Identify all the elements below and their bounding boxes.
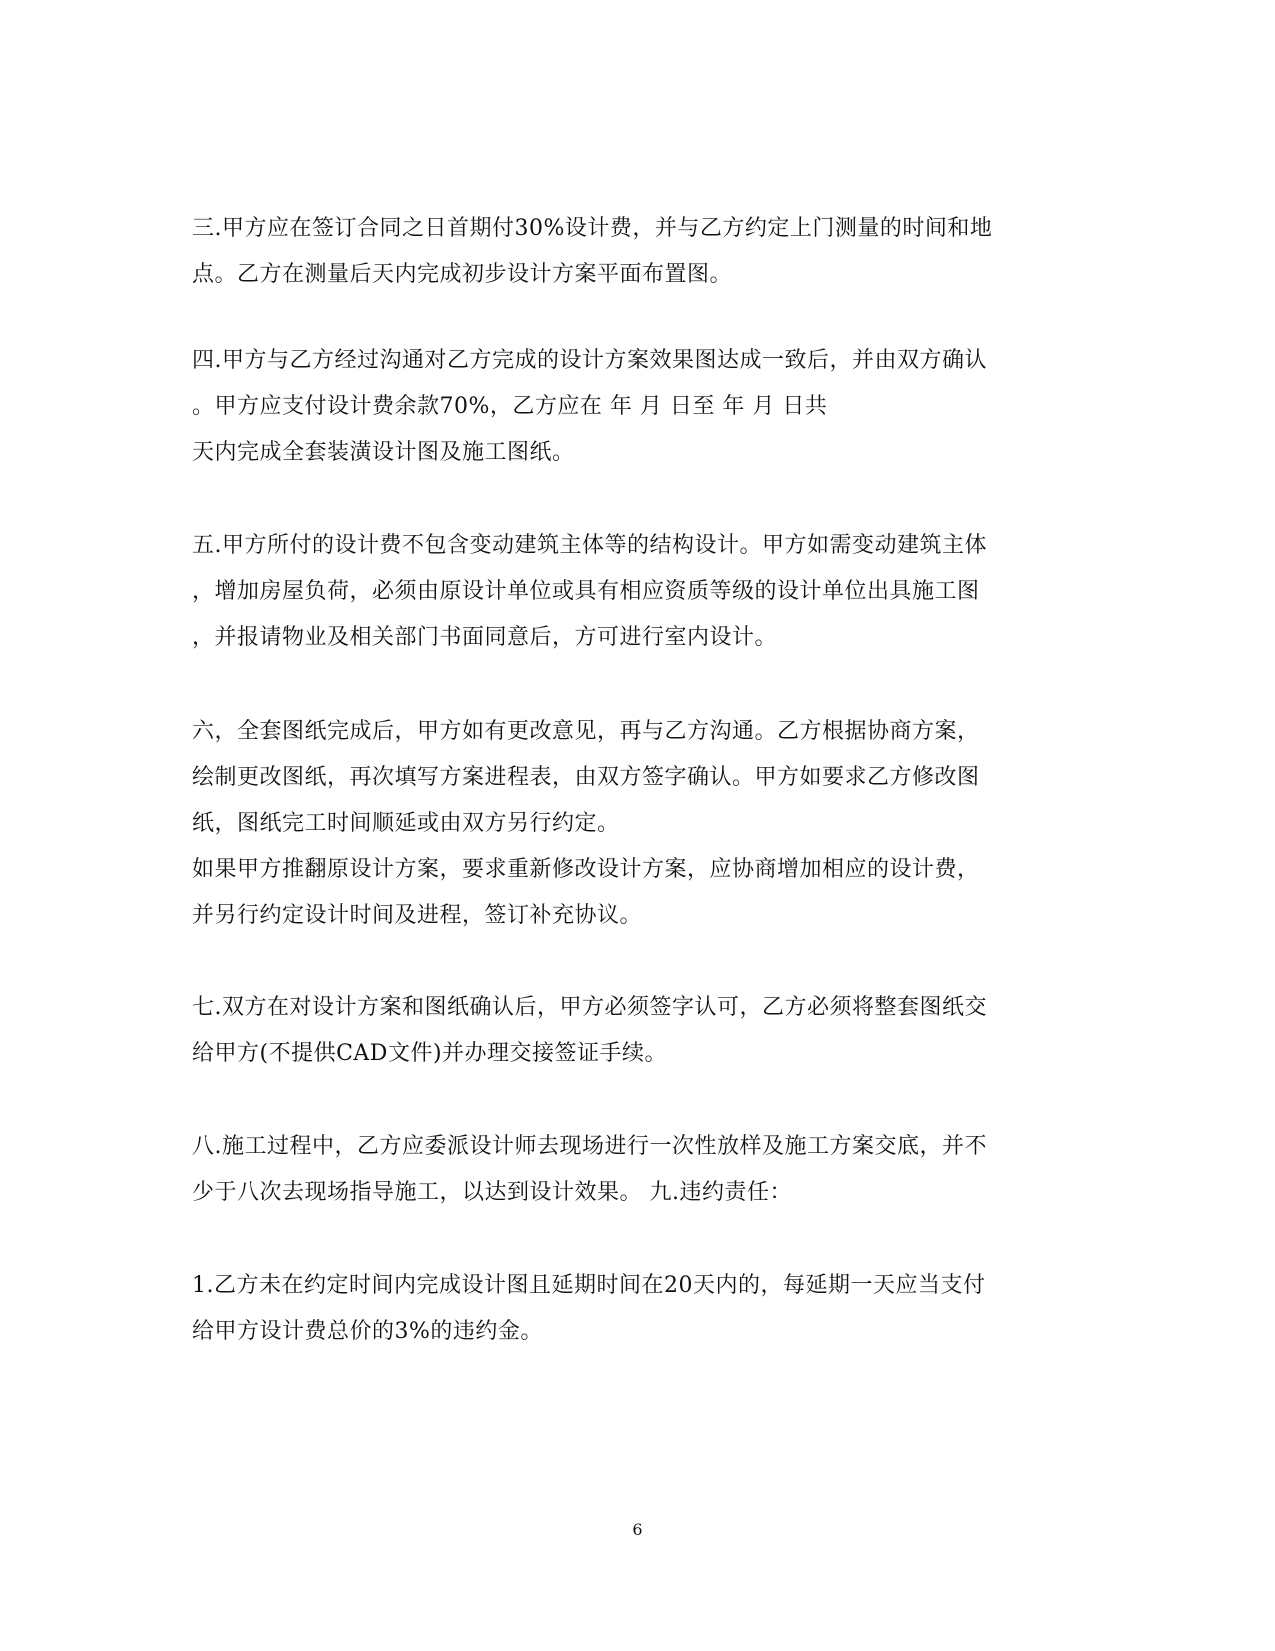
text-line: 1.乙方未在约定时间内完成设计图且延期时间在20天内的，每延期一天应当支付	[192, 1273, 986, 1298]
text-line: 绘制更改图纸，再次填写方案进程表，由双方签字确认。甲方如要求乙方修改图	[192, 765, 980, 790]
page-number: 6	[632, 1520, 643, 1539]
text-line: 给甲方设计费总价的3%的违约金。	[192, 1319, 543, 1344]
text-line: 纸，图纸完工时间顺延或由双方另行约定。	[192, 811, 620, 836]
text-line: 如果甲方推翻原设计方案，要求重新修改设计方案，应协商增加相应的设计费，	[192, 857, 980, 882]
text-line: 并另行约定设计时间及进程，签订补充协议。	[192, 903, 643, 928]
text-line: 五.甲方所付的设计费不包含变动建筑主体等的结构设计。甲方如需变动建筑主体	[192, 533, 987, 558]
text-line: 天内完成全套装潢设计图及施工图纸。	[192, 440, 575, 465]
text-line: 给甲方(不提供CAD文件)并办理交接签证手续。	[192, 1041, 668, 1066]
text-line: 三.甲方应在签订合同之日首期付30%设计费，并与乙方约定上门测量的时间和地	[192, 216, 993, 241]
text-line: 。甲方应支付设计费余款70%，乙方应在 年 月 日至 年 月 日共	[192, 394, 828, 419]
text-line: 八.施工过程中，乙方应委派设计师去现场进行一次性放样及施工方案交底，并不	[192, 1134, 987, 1159]
text-line: 少于八次去现场指导施工，以达到设计效果。 九.违约责任：	[192, 1180, 792, 1205]
text-line: ，并报请物业及相关部门书面同意后，方可进行室内设计。	[192, 625, 778, 650]
text-line: 六，全套图纸完成后，甲方如有更改意见，再与乙方沟通。乙方根据协商方案，	[192, 719, 980, 744]
text-line: ，增加房屋负荷，必须由原设计单位或具有相应资质等级的设计单位出具施工图	[192, 579, 980, 604]
text-line: 点。乙方在测量后天内完成初步设计方案平面布置图。	[192, 262, 733, 287]
text-line: 四.甲方与乙方经过沟通对乙方完成的设计方案效果图达成一致后，并由双方确认	[192, 348, 987, 373]
text-line: 七.双方在对设计方案和图纸确认后，甲方必须签字认可，乙方必须将整套图纸交	[192, 995, 987, 1020]
